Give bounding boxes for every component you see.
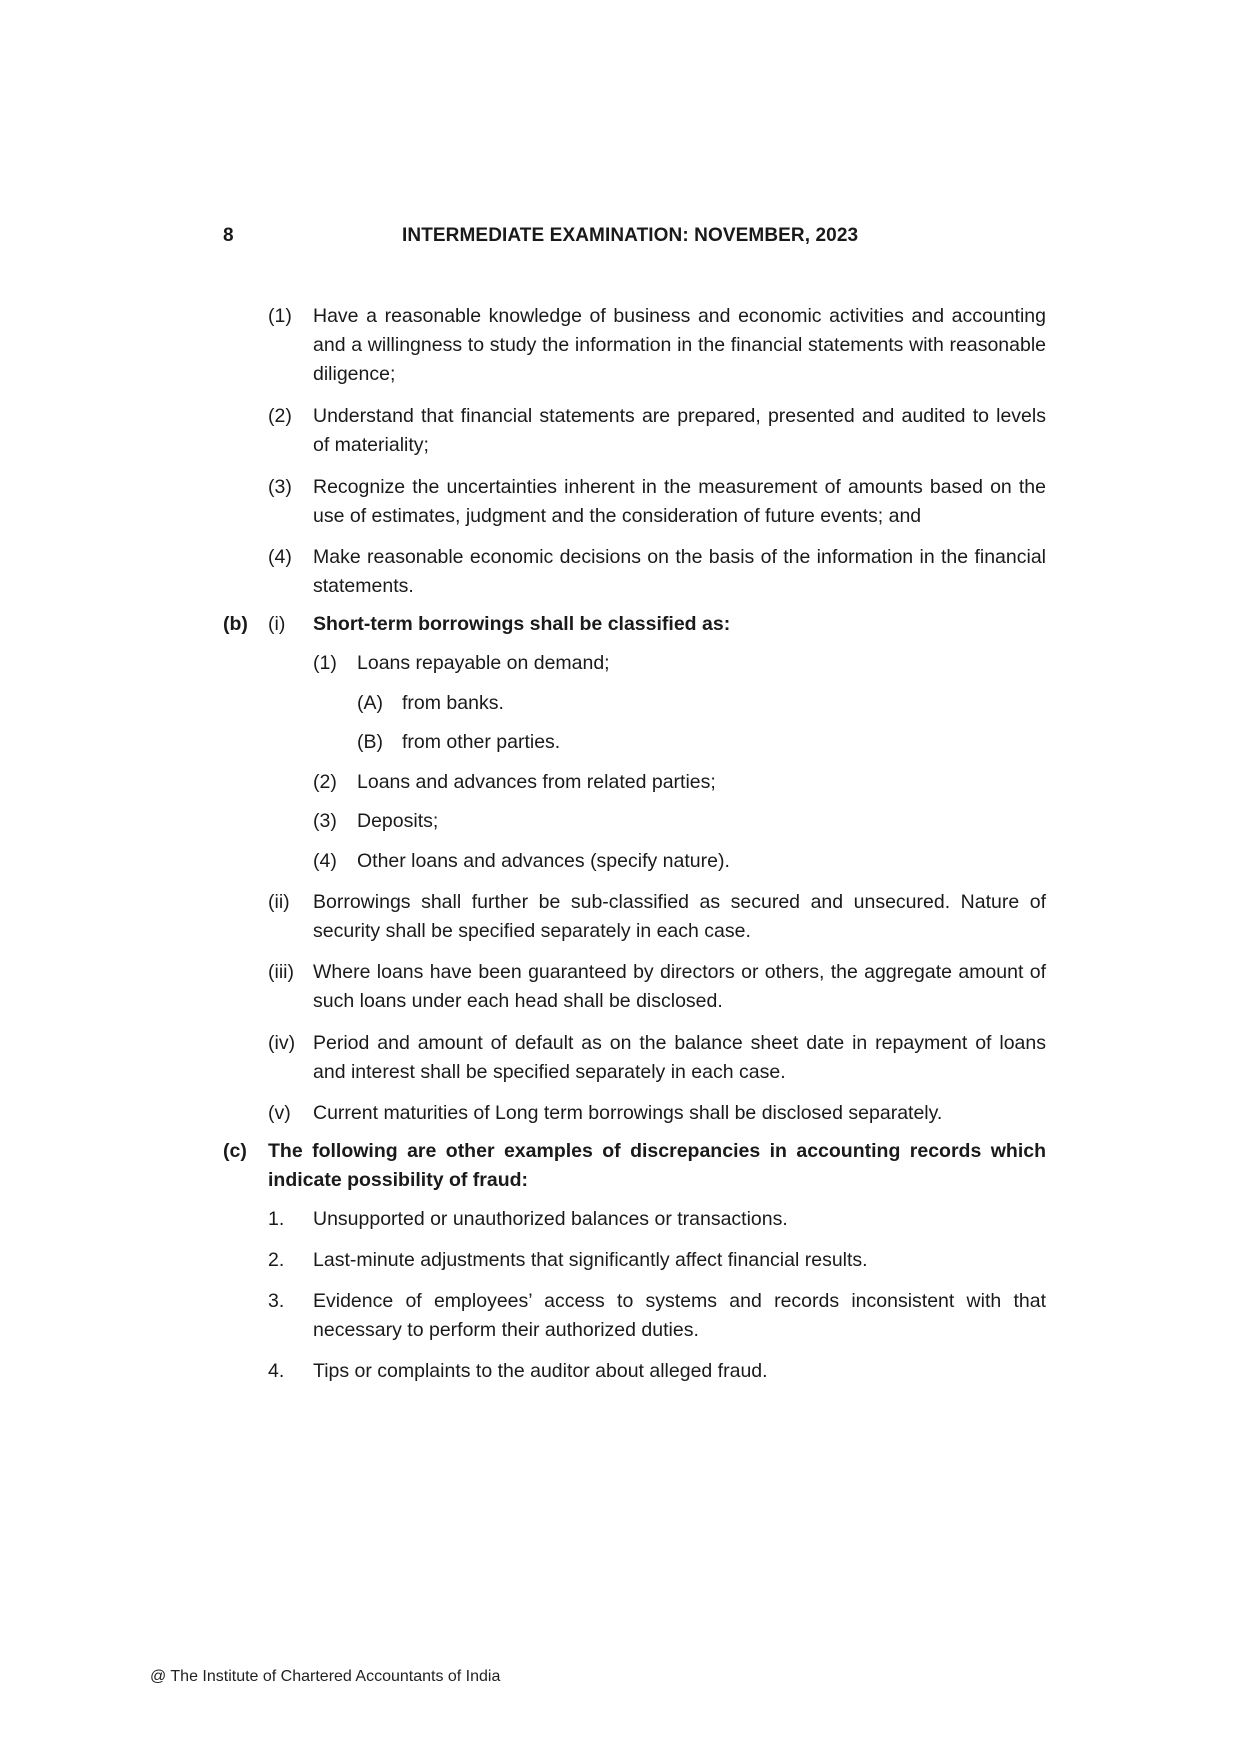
list-item-text: Borrowings shall further be sub-classified as secured and unsecured. Nature of security shall be specified separately in each case. — [313, 891, 1046, 942]
list-marker: 1. — [268, 1208, 285, 1230]
page-title: INTERMEDIATE EXAMINATION: NOVEMBER, 2023 — [402, 225, 859, 246]
list-marker: (1) — [268, 305, 292, 327]
section-heading: Short-term borrowings shall be classified as: — [313, 613, 731, 635]
page-number: 8 — [223, 225, 234, 246]
list-item-text: Other loans and advances (specify nature). — [357, 850, 730, 872]
list-marker: (ii) — [268, 891, 290, 913]
list-marker: (B) — [357, 731, 383, 753]
list-item-text: Evidence of employees’ access to systems and records inconsistent with that necessary to perform their authorized duties. — [313, 1290, 1046, 1341]
list-marker: (iii) — [268, 961, 294, 983]
list-item-text: from other parties. — [402, 731, 561, 753]
list-marker: (1) — [313, 652, 337, 674]
list-marker: (v) — [268, 1102, 291, 1124]
list-item-text: Understand that financial statements are prepared, presented and audited to levels of materiality; — [313, 405, 1046, 456]
section-label: (b) — [223, 613, 248, 635]
list-item-text: Have a reasonable knowledge of business and economic activities and accounting and a willingness to study the information in the financial statements with reasonable diligence; — [313, 305, 1046, 385]
list-marker: (i) — [268, 613, 286, 635]
list-marker: (3) — [268, 476, 292, 498]
list-item-text: Loans repayable on demand; — [357, 652, 610, 674]
list-marker: (iv) — [268, 1032, 296, 1054]
section-label: (c) — [223, 1140, 247, 1162]
list-item-text: Tips or complaints to the auditor about alleged fraud. — [313, 1360, 768, 1382]
list-marker: (3) — [313, 810, 337, 832]
list-item-text: Deposits; — [357, 810, 439, 832]
list-marker: (4) — [268, 546, 292, 568]
list-marker: 4. — [268, 1360, 285, 1382]
list-item-text: Period and amount of default as on the balance sheet date in repayment of loans and interest shall be specified separately in each case. — [313, 1032, 1046, 1083]
list-marker: (2) — [313, 771, 337, 793]
list-item-text: from banks. — [402, 692, 504, 714]
list-item-text: Current maturities of Long term borrowings shall be disclosed separately. — [313, 1102, 943, 1124]
page-footer: @ The Institute of Chartered Accountants of India — [150, 1668, 501, 1685]
list-item-text: Unsupported or unauthorized balances or transactions. — [313, 1208, 788, 1230]
list-marker: (4) — [313, 850, 337, 872]
list-marker: 3. — [268, 1290, 285, 1312]
list-item-text: Recognize the uncertainties inherent in the measurement of amounts based on the use of estimates, judgment and the consideration of future events; and — [313, 476, 1046, 527]
list-item-text: Where loans have been guaranteed by directors or others, the aggregate amount of such loans under each head shall be disclosed. — [313, 961, 1046, 1012]
list-marker: 2. — [268, 1249, 285, 1271]
list-marker: (A) — [357, 692, 383, 714]
list-item-text: Make reasonable economic decisions on the basis of the information in the financial statements. — [313, 546, 1046, 597]
list-marker: (2) — [268, 405, 292, 427]
list-item-text: Last-minute adjustments that significantly affect financial results. — [313, 1249, 868, 1271]
list-item-text: Loans and advances from related parties; — [357, 771, 716, 793]
section-heading: The following are other examples of discrepancies in accounting records which indicate possibility of fraud: — [268, 1140, 1046, 1191]
